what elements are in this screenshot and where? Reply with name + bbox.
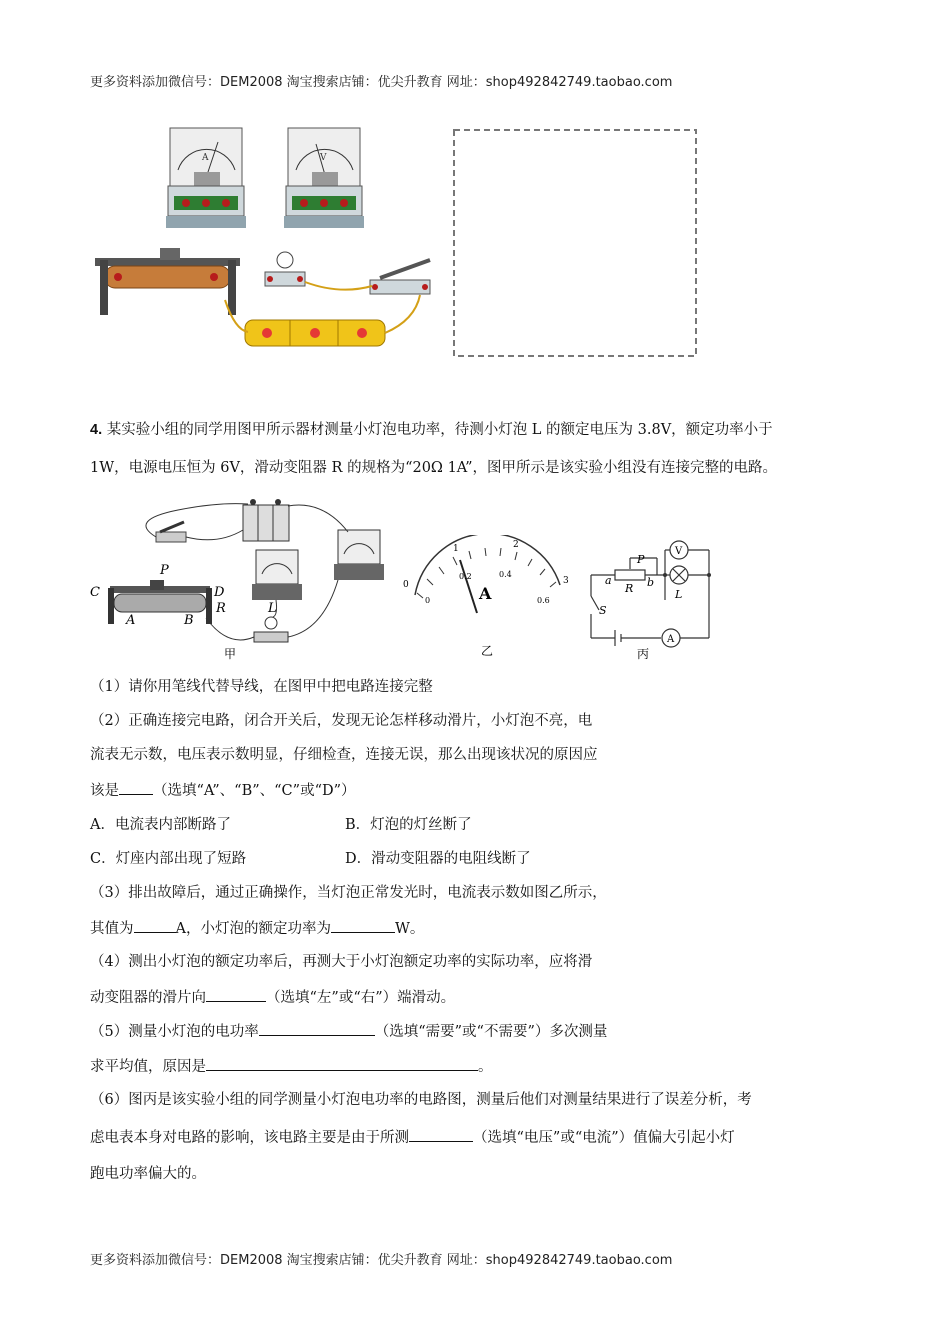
ammeter-letter: A [202, 153, 209, 163]
svg-text:C: C [90, 585, 100, 600]
svg-text:V: V [675, 546, 683, 557]
svg-text:A: A [667, 634, 675, 645]
svg-text:S: S [599, 604, 607, 617]
question-number: 4. [90, 422, 103, 438]
voltmeter-icon [284, 128, 364, 228]
option-c: C．灯座内部出现了短路 [90, 851, 247, 867]
bulb-icon [254, 617, 288, 642]
part-1: （1）请你用笔线代替导线，在图甲中把电路连接完整 [90, 679, 433, 695]
battery-icon [245, 320, 385, 346]
svg-text:A: A [126, 613, 136, 628]
part-3-line1: （3）排出故障后，通过正确操作，当灯泡正常发光时，电流表示数如图乙所示， [90, 885, 607, 901]
switch-icon [156, 522, 186, 542]
figure-bing [585, 538, 715, 662]
page-footer: 更多资料添加微信号：DEM2008 淘宝搜索店铺：优尖升教育 网址：shop492842749.taobao.com [90, 1253, 673, 1268]
answer-blank-6[interactable] [409, 1127, 473, 1142]
option-b: B．灯泡的灯丝断了 [345, 817, 472, 833]
answer-blank-5a[interactable] [259, 1021, 375, 1036]
drawing-area-box [454, 130, 696, 356]
question-stem-line2: 1W，电源电压恒为 6V，滑动变阻器 R 的规格为“20Ω 1A”，图甲所示是该实验小组没有连接完整的电路。 [90, 460, 778, 476]
svg-text:3: 3 [563, 576, 569, 586]
rheostat-icon [108, 580, 212, 624]
svg-text:R: R [216, 601, 226, 616]
bulb-icon [265, 252, 305, 286]
caption-yi: 乙 [481, 644, 494, 658]
caption-bing: 丙 [637, 647, 650, 661]
ammeter-icon [334, 530, 384, 580]
svg-text:2: 2 [513, 540, 519, 550]
svg-text:D: D [214, 585, 225, 600]
svg-text:R: R [625, 582, 634, 595]
svg-text:P: P [637, 553, 645, 566]
part-5-line2: 求平均值，原因是 。 [90, 1056, 493, 1077]
part-5-line1: （5）测量小灯泡的电功率 （选填“需要”或“不需要”）多次测量 [90, 1021, 607, 1042]
part-4-line1: （4）测出小灯泡的额定功率后，再测大于小灯泡额定功率的实际功率，应将滑 [90, 954, 593, 970]
answer-blank-3b[interactable] [331, 918, 395, 933]
svg-text:b: b [647, 576, 655, 589]
part-2-line3: 该是 （选填“A”、“B”、“C”或“D”） [90, 780, 356, 801]
voltmeter-icon [252, 550, 302, 600]
svg-text:0: 0 [403, 580, 409, 590]
top-apparatus-figure [90, 120, 710, 370]
voltmeter-letter: V [320, 153, 327, 163]
part-6-line3: 跑电功率偏大的。 [90, 1166, 206, 1182]
battery-box-icon [243, 499, 289, 541]
svg-text:1: 1 [453, 544, 459, 554]
meter-needle [460, 560, 477, 613]
svg-text:0.6: 0.6 [537, 596, 550, 605]
part-3-line2: 其值为 A，小灯泡的额定功率为 W。 [90, 918, 424, 939]
question-stem-line1: 4. 某实验小组的同学用图甲所示器材测量小灯泡电功率，待测小灯泡 L 的额定电压为 3.8V，额定功率小于 [90, 422, 773, 438]
part-2-line1: （2）正确连接完电路，闭合开关后，发现无论怎样移动滑片，小灯泡不亮，电 [90, 713, 593, 729]
option-a: A．电流表内部断路了 [90, 817, 231, 833]
svg-text:L: L [268, 601, 277, 616]
svg-text:0.4: 0.4 [499, 570, 512, 579]
option-d: D．滑动变阻器的电阻线断了 [345, 851, 531, 867]
svg-text:P: P [160, 563, 169, 578]
svg-text:0: 0 [425, 596, 431, 605]
rheostat-icon [95, 248, 240, 315]
meter-letter: A [479, 584, 492, 603]
page-header: 更多资料添加微信号：DEM2008 淘宝搜索店铺：优尖升教育 网址：shop492842749.taobao.com [90, 75, 673, 90]
figure-jia [88, 490, 398, 662]
part-2-line2: 流表无示数，电压表示数明显，仔细检查，连接无误，那么出现该状况的原因应 [90, 747, 598, 763]
svg-text:0.2: 0.2 [459, 572, 472, 581]
svg-text:a: a [605, 574, 612, 587]
answer-blank-5b[interactable] [206, 1056, 478, 1071]
caption-jia: 甲 [224, 647, 237, 661]
part-6-line2: 虑电表本身对电路的影响，该电路主要是由于所测 （选填“电压”或“电流”）值偏大引起小灯 [90, 1127, 735, 1148]
answer-blank-4[interactable] [206, 987, 266, 1002]
answer-blank-3a[interactable] [134, 918, 176, 933]
svg-text:B: B [184, 613, 194, 628]
answer-blank-2[interactable] [119, 780, 153, 795]
figure-yi [395, 535, 580, 660]
part-6-line1: （6）图丙是该实验小组的同学测量小灯泡电功率的电路图，测量后他们对测量结果进行了误差分析，考 [90, 1092, 752, 1108]
switch-icon [370, 260, 430, 294]
ammeter-icon [166, 128, 246, 228]
part-4-line2: 动变阻器的滑片向 （选填“左”或“右”）端滑动。 [90, 987, 455, 1008]
svg-text:L: L [675, 588, 683, 601]
